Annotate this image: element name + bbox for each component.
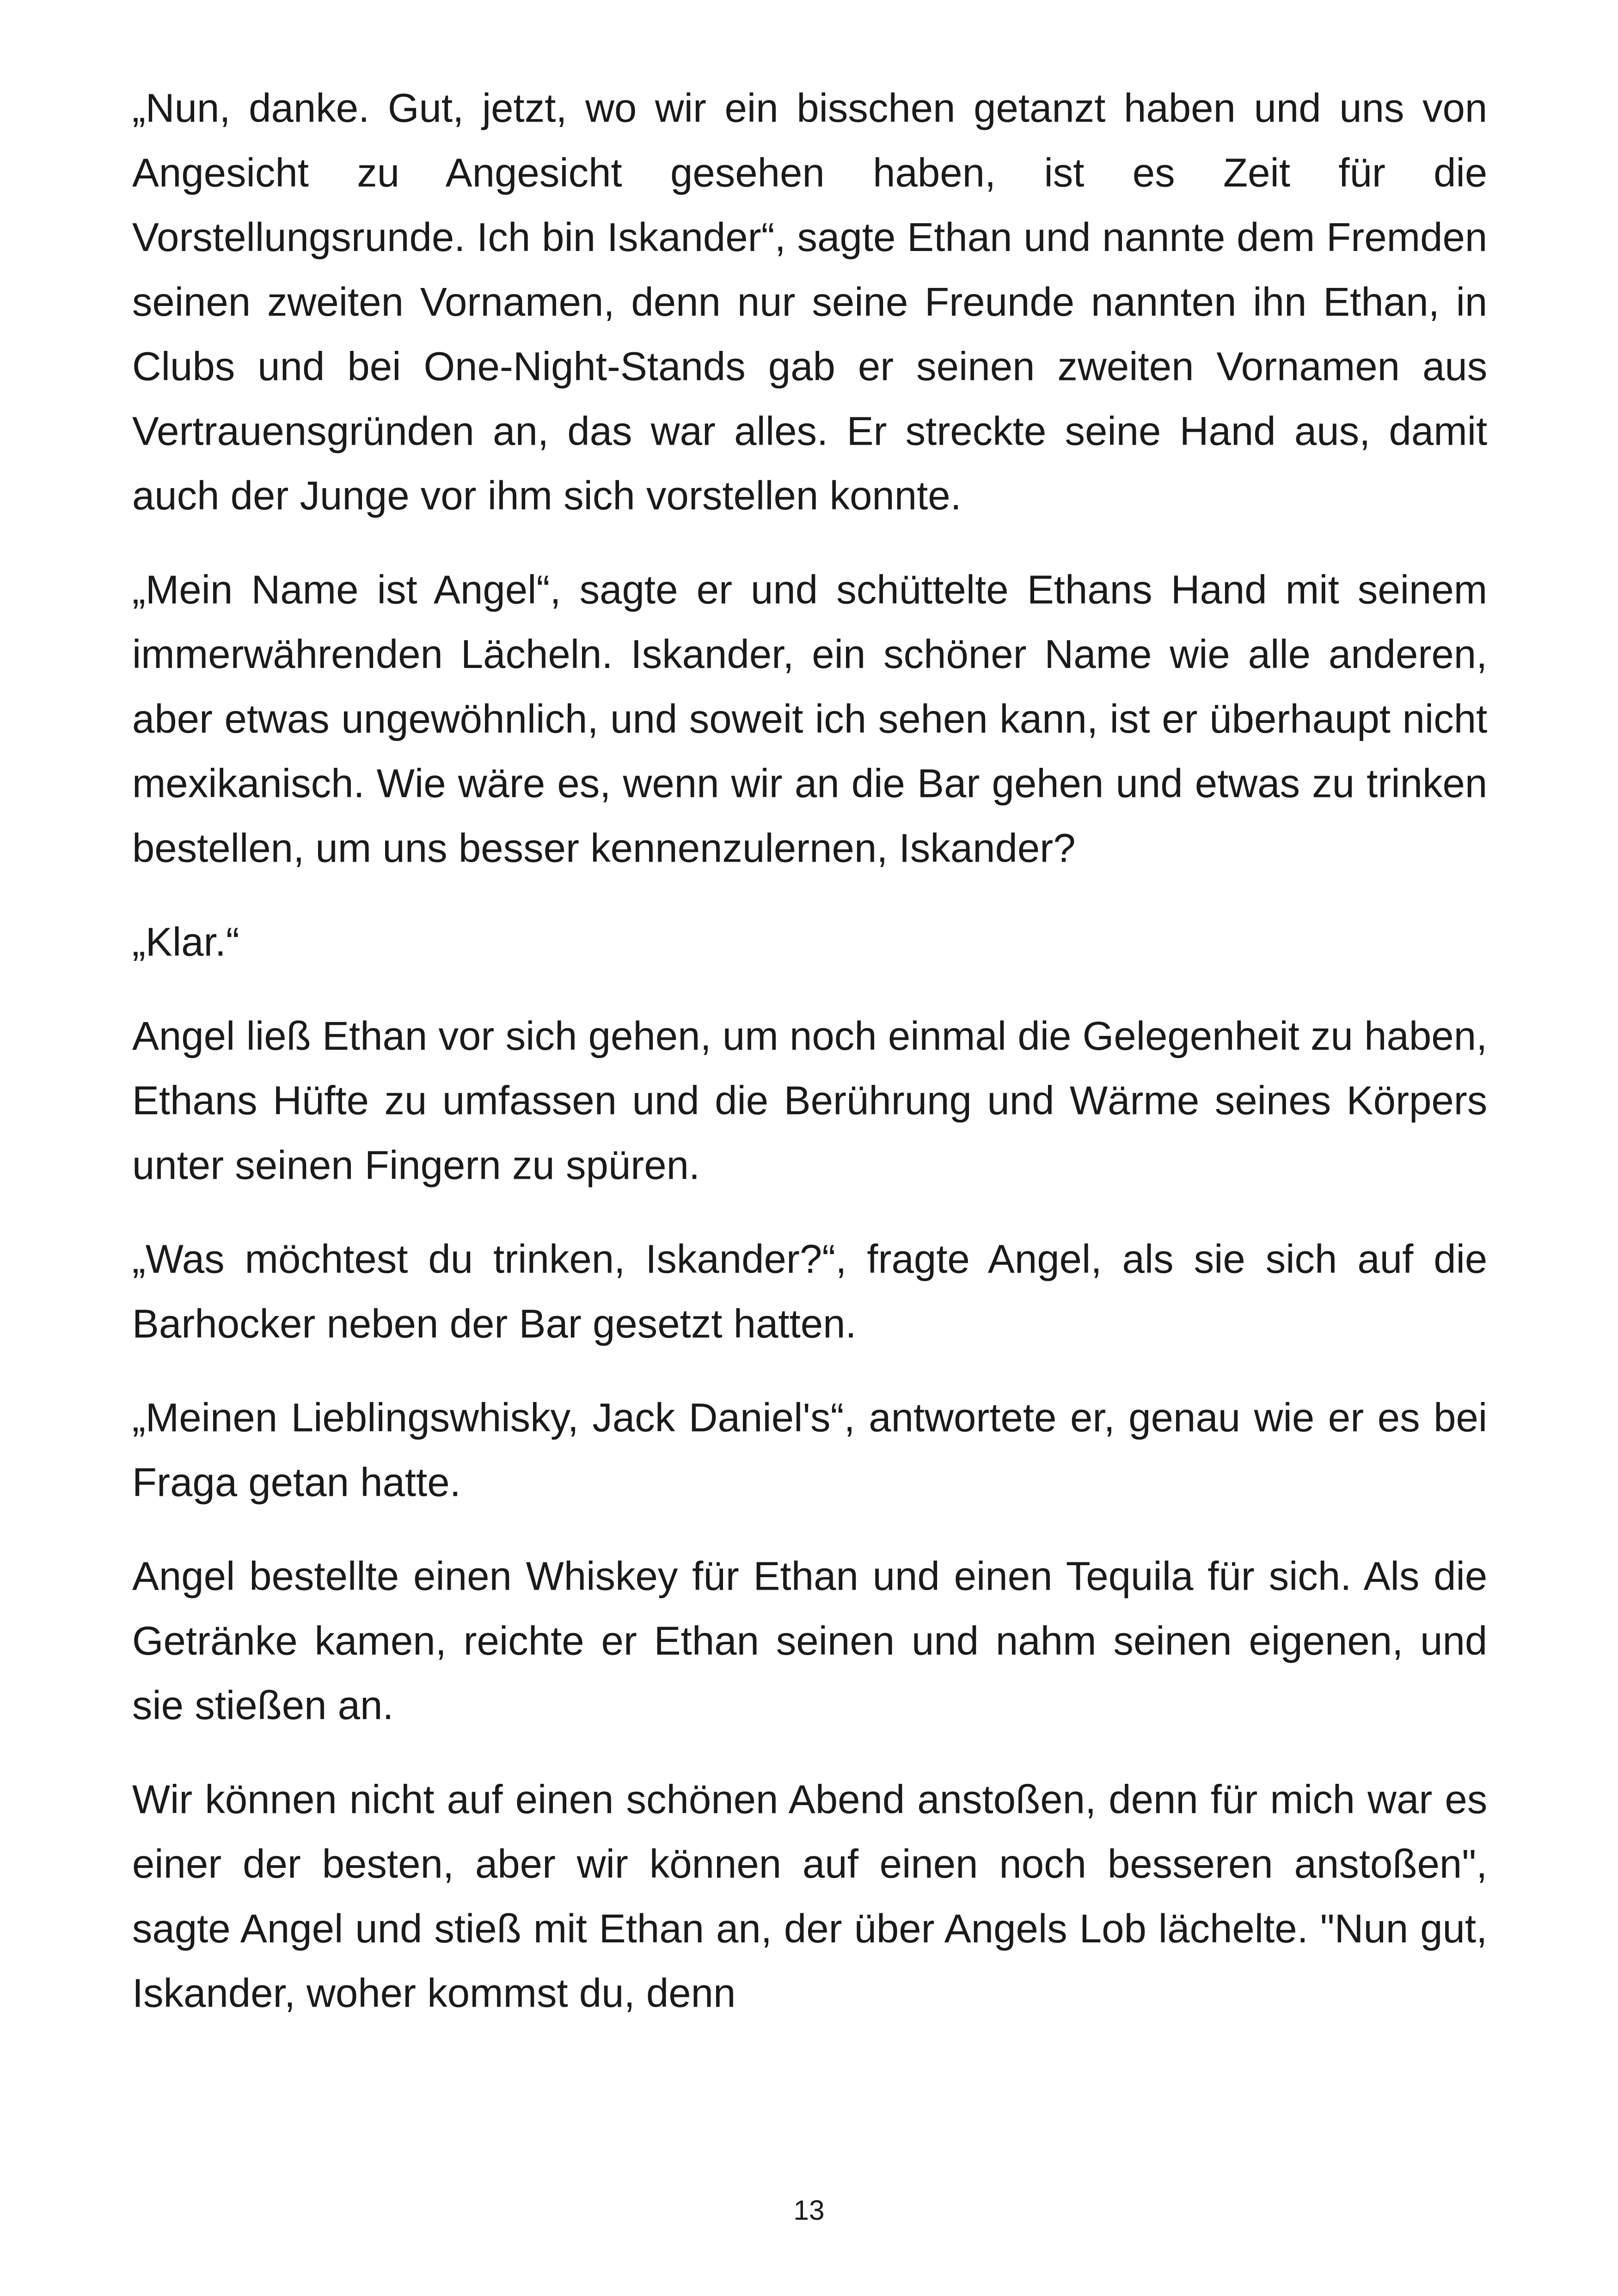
paragraph: Angel bestellte einen Whiskey für Ethan und einen Tequila für sich. Als die Getränke kamen, reichte er Ethan seinen und nahm seinen eigenen, und sie stießen an. (132, 1553, 1488, 1728)
paragraph: „Was möchtest du trinken, Iskander?“, fragte Angel, als sie sich auf die Barhocker neben der Bar gesetzt hatten. (132, 1236, 1488, 1347)
paragraph: Wir können nicht auf einen schönen Abend anstoßen, denn für mich war es einer der besten, aber wir können auf einen noch besseren anstoßen", sagte Angel und stieß mit Ethan an, der über Angels Lob lächelte. "Nun gut, Iskander, woher kommst du, denn (132, 1776, 1488, 2016)
paragraph: „Klar.“ (132, 919, 239, 965)
paragraph: Angel ließ Ethan vor sich gehen, um noch einmal die Gelegenheit zu haben, Ethans Hüfte zu umfassen und die Berührung und Wärme seines Körpers unter seinen Fingern zu spüren. (132, 1013, 1488, 1188)
paragraph: „Meinen Lieblingswhisky, Jack Daniel's“, antwortete er, genau wie er es bei Fraga getan hatte. (132, 1395, 1488, 1505)
paragraph: „Mein Name ist Angel“, sagte er und schüttelte Ethans Hand mit seinem immerwährenden Lächeln. Iskander, ein schöner Name wie alle anderen, aber etwas ungewöhnlich, und soweit ich sehen kann, ist er überhaupt nicht mexikanisch. Wie wäre es, wenn wir an die Bar gehen und etwas zu trinken bestellen, um uns besser kennenzulernen, Iskander? (132, 566, 1488, 871)
paragraph: „Nun, danke. Gut, jetzt, wo wir ein bisschen getanzt haben und uns von Angesicht zu Angesicht gesehen haben, ist es Zeit für die Vorstellungsrunde. Ich bin Iskander“, sagte Ethan und nannte dem Fremden seinen zweiten Vornamen, denn nur seine Freunde nannten ihn Ethan, in Clubs und bei One-Night-Stands gab er seinen zweiten Vornamen aus Vertrauensgründen an, das war alles. Er streckte seine Hand aus, damit auch der Junge vor ihm sich vorstellen konnte. (132, 85, 1488, 519)
page-number: 13 (793, 2196, 825, 2227)
body-text (132, 76, 1487, 2055)
